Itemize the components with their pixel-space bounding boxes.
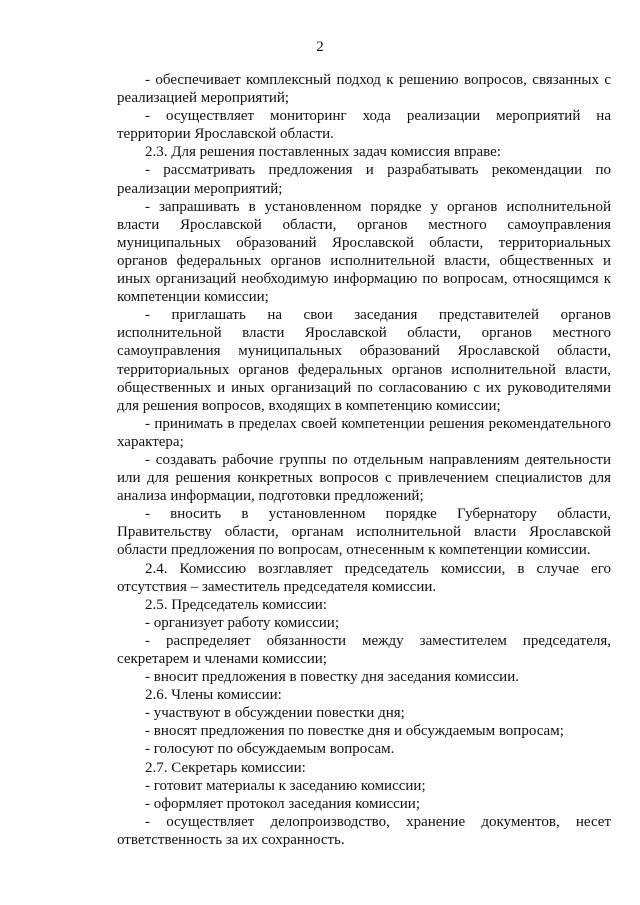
paragraph-17: - вносят предложения по повестке дня и обсуждаемым вопросам; bbox=[145, 723, 564, 740]
paragraph-2: - осуществляет мониторинг хода реализации мероприятий на территории Ярославской области. bbox=[117, 108, 611, 143]
paragraph-9: - вносить в установленном порядке Губернатору области, Правительству области, органам исполнительной власти Ярославской области предложения по вопросам, отнесенным к компетенции комиссии. bbox=[117, 506, 611, 559]
paragraph-12: - организует работу комиссии; bbox=[145, 614, 339, 631]
section-heading-2-5: 2.5. Председатель комиссии: bbox=[145, 596, 327, 613]
paragraph-22: - осуществляет делопроизводство, хранение документов, несет ответственность за их сохранность. bbox=[117, 813, 611, 848]
paragraph-21: - оформляет протокол заседания комиссии; bbox=[145, 795, 421, 812]
section-2-4: 2.4. Комиссию возглавляет председатель комиссии, в случае его отсутствия – заместитель председателя комиссии. bbox=[117, 560, 611, 595]
paragraph-18: - голосуют по обсуждаемым вопросам. bbox=[145, 741, 395, 758]
section-heading-2-7: 2.7. Секретарь комиссии: bbox=[145, 759, 306, 776]
paragraph-7: - принимать в пределах своей компетенции решения рекомендательного характера; bbox=[117, 415, 611, 450]
paragraph-16: - участвуют в обсуждении повестки дня; bbox=[145, 705, 405, 722]
paragraph-14: - вносит предложения в повестку дня заседания комиссии. bbox=[145, 669, 519, 686]
document-body bbox=[117, 71, 611, 849]
paragraph-13: - распределяет обязанности между заместителем председателя, секретарем и членами комиссии; bbox=[117, 632, 611, 667]
paragraph-20: - готовит материалы к заседанию комиссии; bbox=[145, 777, 426, 794]
paragraph-5: - запрашивать в установленном порядке у органов исполнительной власти Ярославской области, органов местного самоуправления муниципальных образований Ярославской области, территориальных органов федеральных органов исполнительной власти, общественных и иных организаций необходимую информацию по вопросам, относящимся к компетенции комиссии; bbox=[117, 198, 611, 306]
paragraph-8: - создавать рабочие группы по отдельным направлениям деятельности или для решения конкретных вопросов с привлечением специалистов для анализа информации, подготовки предложений; bbox=[117, 451, 611, 505]
page-number: 2 bbox=[316, 39, 324, 55]
section-heading-2-6: 2.6. Члены комиссии: bbox=[145, 687, 282, 704]
paragraph-6: - приглашать на свои заседания представителей органов исполнительной власти Ярославской области, органов местного самоуправления муниципальных образований Ярославской области, территориальных органов федеральных органов исполнительной власти, общественных и иных организаций по согласованию с их руководителями для решения вопросов, входящих в компетенцию комиссии; bbox=[117, 307, 611, 414]
paragraph-1: - обеспечивает комплексный подход к решению вопросов, связанных с реализацией мероприятий; bbox=[117, 72, 611, 107]
section-heading-2-3: 2.3. Для решения поставленных задач комиссия вправе: bbox=[145, 144, 501, 161]
paragraph-4: - рассматривать предложения и разрабатывать рекомендации по реализации мероприятий; bbox=[117, 162, 611, 197]
